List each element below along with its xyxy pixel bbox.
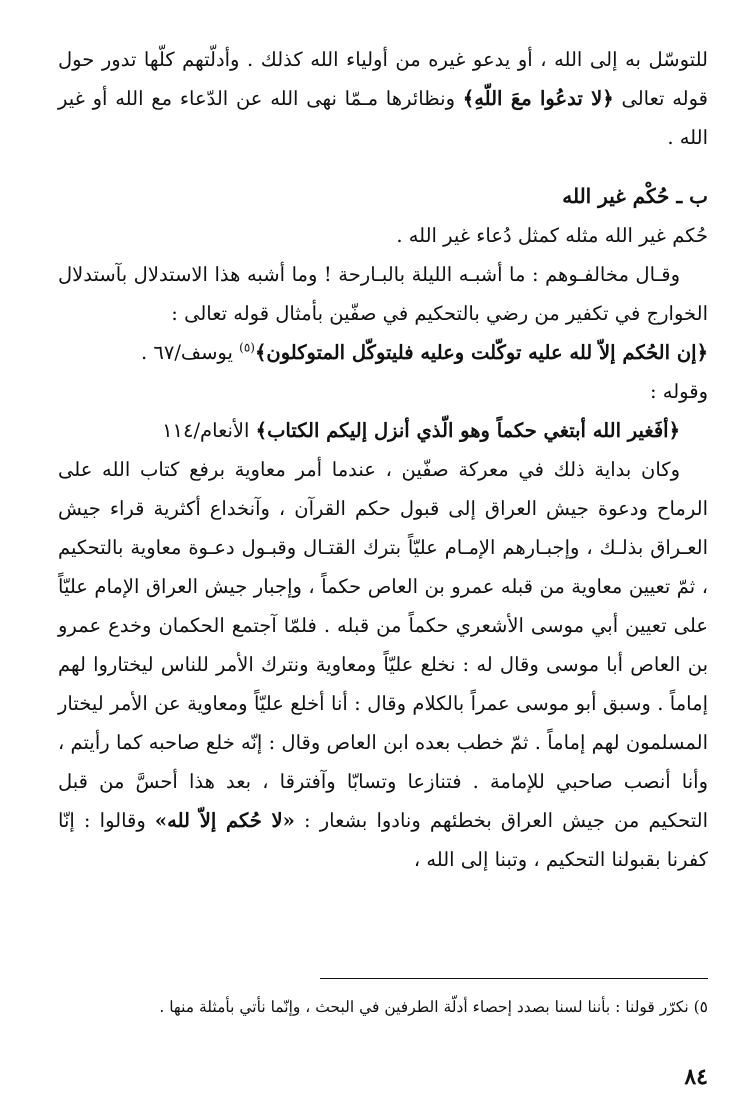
- slogan-la-hukm: «لا حُكم إلاّ لله»: [154, 809, 295, 832]
- verse-yusuf-reference: يوسف/٦٧ .: [140, 341, 240, 364]
- section-heading: ب ـ حُكْم غير الله: [562, 184, 708, 208]
- verse-anam-reference: الأنعام/١١٤: [162, 419, 256, 442]
- verse-anam-text: ﴿أفَغير الله أبتغي حكماً وهو الّذي أنزل إليكم الكتاب﴾: [255, 419, 680, 442]
- footnote-marker: (٥): [239, 340, 255, 355]
- verse-yusuf-text: ﴿إن الحُكم إلاّ لله عليه توكّلت وعليه فليتوكّل المتوكلون﴾: [254, 341, 708, 364]
- paragraph-opening: [58, 40, 708, 157]
- and-his-saying: وقوله :: [650, 380, 708, 403]
- footnote-divider: [320, 978, 708, 979]
- siffin-text: وكان بداية ذلك في معركة صفّين ، عندما أمر معاوية برفع كتاب الله على الرماح ودعوة جيش العراق إلى قبول حكم القرآن ، وآنخداع أكثرية قراء جيش العـراق بذلـك ، وإجبـارهم الإمـام عليّاً بترك القتـال وقبـول دعـوة معاوية بالتحكيم ، ثمّ تعيين معاوية من قبله عمرو بن العاص حكماً ، وإجبار جيش العراق الإمام عليّاً على تعيين أبي موسى الأشعري حكماً من قبله . فلمّا آجتمع الحكمان وخدع عمرو بن العاص أبا موسى وقال له : نخلع عليّاً ومعاوية ونترك الأمر للناس ليختاروا لهم إماماً . وسبق أبو موسى عمراً بالكلام وقال : أنا أخلع عليّاً ومعاوية عن الأمر ليختار المسلمون لهم إماماً . ثمّ خطب بعده ابن العاص وقال : إنّه خلع صاحبه كما رأيتم ، وأنا أنصب صاحبي للإمامة . فتنازعا وتسابّا وآفترقا ، بعد هذا أحسَّ من قبل التحكيم من جيش العراق بخطئهم ونادوا بشعار :: [58, 458, 708, 832]
- quran-verse-anam: [58, 411, 708, 450]
- opening-line-2-pre: حول قوله تعالى: [58, 48, 708, 110]
- footnote: [58, 994, 708, 1020]
- quran-quote-la-tadu: ﴿لا تدعُوا معَ اللّهِ﴾: [462, 87, 614, 110]
- quran-verse-yusuf: [58, 333, 708, 372]
- opening-line-2-post: ونظائرها مـمّا نهى الله عن الدّعاء مع الله: [115, 87, 463, 110]
- opening-line-1: للتوسّل به إلى الله ، أو يدعو غيره من أولياء الله كذلك . وأدلّتهم كلّها تدور: [101, 48, 708, 71]
- paragraph-siffin: [58, 450, 708, 879]
- page-number: ٨٤: [684, 1064, 708, 1090]
- opponents-line-2: بآستدلال الخوارج في تكفير من رضي بالتحكيم في صفّين بأمثال قوله تعالى :: [58, 263, 708, 325]
- page-body: [58, 40, 708, 879]
- opponents-line-1: وقـال مخالفـوهم : ما أشبـه الليلة بالبـارحة ! وما أشبه هذا الاستدلال: [133, 263, 680, 286]
- section-line-1: حُكم غير الله مثله كمثل دُعاء غير الله .: [396, 224, 708, 247]
- footnote-text: نكرّر قولنا : بأننا لسنا بصدد إحصاء أدلّة الطرفين في البحث ، وإنّما نأتي بأمثلة منها .: [159, 998, 694, 1016]
- siffin-text-end: وقالوا : إنّا كفرنا بقبولنا التحكيم ، وتبنا إلى الله ،: [58, 809, 708, 871]
- section-paragraph-opponents: [58, 255, 708, 333]
- footnote-number: ٥): [693, 998, 708, 1016]
- opening-line-3: أو غير الله .: [58, 87, 708, 149]
